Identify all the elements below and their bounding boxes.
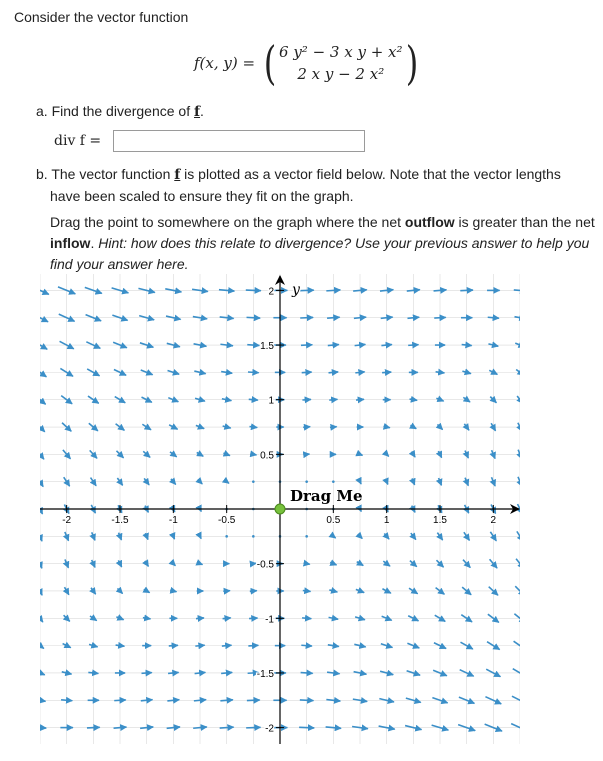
y-tick-label: 0.5 xyxy=(260,450,274,462)
field-arrow xyxy=(462,345,472,346)
x-tick-label: 2 xyxy=(490,515,497,526)
field-arrow xyxy=(326,290,340,291)
drag-me-label: Drag Me xyxy=(290,487,363,505)
part-b-question xyxy=(36,164,591,207)
field-arrow xyxy=(219,290,234,291)
field-arrow xyxy=(220,344,233,346)
right-paren: ) xyxy=(405,36,418,90)
formula-row-2: 2 x y − 2 x² xyxy=(297,65,385,83)
field-arrow xyxy=(328,345,339,346)
field-arrow xyxy=(352,726,368,728)
formula-matrix xyxy=(279,41,403,85)
field-arrow xyxy=(221,672,232,673)
field-arrow xyxy=(300,317,313,318)
field-arrow xyxy=(140,727,153,728)
field-arrow xyxy=(303,427,310,428)
field-arrow xyxy=(222,399,232,401)
field-arrow xyxy=(167,700,179,701)
y-tick-label: -2 xyxy=(265,723,274,735)
field-arrow xyxy=(199,534,201,539)
field-arrow xyxy=(434,317,446,318)
y-tick-label: -0.5 xyxy=(256,559,274,571)
field-point xyxy=(305,480,308,483)
field-arrow xyxy=(355,344,366,345)
field-arrow xyxy=(434,290,447,291)
field-arrow xyxy=(329,399,337,400)
field-arrow xyxy=(300,700,314,701)
y-tick-label: -1.5 xyxy=(256,668,274,680)
field-arrow xyxy=(410,399,418,400)
field-arrow xyxy=(116,645,125,646)
x-tick-label: 1 xyxy=(383,515,390,526)
field-arrow xyxy=(221,372,232,374)
field-arrow xyxy=(247,700,260,701)
field-arrow xyxy=(223,426,231,428)
field-arrow xyxy=(488,344,498,346)
field-arrow xyxy=(382,372,391,373)
field-arrow xyxy=(301,345,312,346)
field-arrow xyxy=(195,672,206,673)
field-point xyxy=(252,480,255,483)
field-arrow xyxy=(249,399,258,400)
field-arrow xyxy=(220,700,233,701)
vector-field-graph[interactable] xyxy=(40,274,520,744)
inflow-word: inflow xyxy=(50,235,91,251)
drag-point-group[interactable] xyxy=(275,487,363,514)
part-b-line1-suffix: is plotted as a vector field below. Note that the vector lengths xyxy=(180,166,561,182)
field-arrow xyxy=(197,563,202,565)
field-arrow xyxy=(299,290,313,291)
field-arrow xyxy=(330,427,337,428)
field-arrow xyxy=(381,345,392,346)
field-arrow xyxy=(381,317,393,318)
field-point xyxy=(305,535,308,538)
field-arrow xyxy=(356,399,364,400)
field-point xyxy=(332,480,335,483)
field-arrow xyxy=(249,618,257,619)
drag-text-1: Drag the point to somewhere on the graph where the net xyxy=(50,214,405,230)
field-arrow xyxy=(329,372,339,373)
part-b-line1-prefix: b. The vector function xyxy=(36,166,175,182)
field-arrow xyxy=(220,317,234,318)
field-arrow xyxy=(408,345,418,346)
part-a-prefix: a. Find the divergence of xyxy=(36,103,194,119)
field-arrow xyxy=(327,672,340,674)
field-arrow xyxy=(251,563,257,564)
x-tick-label: -1.5 xyxy=(111,515,129,526)
drag-point-handle[interactable] xyxy=(275,504,285,514)
vector-function-formula xyxy=(194,37,420,89)
drag-text-4: . xyxy=(90,235,99,251)
field-arrow xyxy=(248,645,258,646)
field-arrow xyxy=(193,727,207,728)
field-arrow xyxy=(223,618,231,619)
intro-text: Consider the vector function xyxy=(14,9,189,25)
x-tick-label: -0.5 xyxy=(218,515,236,526)
field-arrow xyxy=(222,645,232,646)
field-arrow xyxy=(143,618,151,619)
field-arrow xyxy=(141,700,153,701)
field-arrow xyxy=(304,454,310,455)
div-label: div f = xyxy=(54,133,102,149)
field-arrow xyxy=(304,563,310,564)
field-arrow xyxy=(299,727,314,728)
field-arrow xyxy=(194,700,206,701)
field-arrow xyxy=(248,372,259,373)
y-tick-label: 1 xyxy=(268,395,274,407)
field-arrow xyxy=(142,673,152,674)
hint-text: Hint: how does this relate to divergence? Use your previous answer to help you find your answer here. xyxy=(50,235,590,272)
field-arrow xyxy=(353,290,367,291)
drag-text-3: net xyxy=(575,214,595,230)
field-arrow xyxy=(87,727,100,728)
field-arrow xyxy=(386,479,388,485)
field-arrow xyxy=(247,345,259,346)
field-point xyxy=(225,535,228,538)
field-arrow xyxy=(329,590,337,592)
field-arrow xyxy=(167,727,180,728)
field-arrow xyxy=(169,645,178,646)
field-arrow xyxy=(488,317,499,318)
field-arrow xyxy=(192,289,208,291)
outflow-word: outflow xyxy=(404,214,455,230)
field-arrow xyxy=(327,317,340,318)
x-tick-label: -2 xyxy=(62,515,72,526)
field-arrow xyxy=(302,399,310,400)
formula-lhs: f(x, y) = xyxy=(194,54,256,72)
y-axis-label: y xyxy=(292,282,300,298)
formula-row-1: 6 y² − 3 x y + x² xyxy=(279,43,403,61)
part-b-line2: have been scaled to ensure they fit on the graph. xyxy=(50,188,354,204)
field-arrow xyxy=(357,453,362,455)
part-a-suffix: . xyxy=(200,103,204,119)
field-arrow xyxy=(355,372,364,373)
field-arrow xyxy=(246,290,261,291)
field-arrow xyxy=(326,727,341,728)
part-a-question xyxy=(36,103,204,120)
field-arrow xyxy=(359,479,361,484)
field-arrow xyxy=(407,290,420,291)
field-arrow xyxy=(460,290,473,291)
field-arrow xyxy=(250,454,256,455)
field-arrow xyxy=(40,727,46,728)
field-arrow xyxy=(354,317,366,318)
y-tick-label: 2 xyxy=(268,286,274,298)
field-arrow xyxy=(62,672,72,674)
x-tick-label: 0.5 xyxy=(326,515,341,526)
left-paren: ( xyxy=(263,36,277,90)
field-arrow xyxy=(514,290,520,291)
field-point xyxy=(252,535,255,538)
field-arrow xyxy=(407,317,419,318)
divergence-row xyxy=(54,130,365,152)
field-arrow xyxy=(250,591,257,592)
field-arrow xyxy=(326,700,340,701)
field-arrow xyxy=(301,645,312,646)
y-tick-label: 1.5 xyxy=(260,341,274,353)
field-arrow xyxy=(114,727,127,728)
field-arrow xyxy=(302,372,312,373)
field-arrow xyxy=(383,426,389,427)
field-arrow xyxy=(329,617,339,619)
field-arrow xyxy=(436,372,445,373)
field-arrow xyxy=(220,727,234,728)
vector-f-symbol: f xyxy=(194,104,201,120)
field-arrow xyxy=(303,590,311,591)
field-arrow xyxy=(114,700,126,701)
field-arrow xyxy=(61,700,72,701)
field-arrow xyxy=(172,534,174,540)
y-tick-label: -1 xyxy=(265,614,274,626)
field-arrow xyxy=(247,317,261,318)
drag-text-2: is greater than the xyxy=(454,214,572,230)
field-arrow xyxy=(223,591,230,592)
x-tick-label: -1 xyxy=(168,515,178,526)
vector-f-symbol-b: f xyxy=(174,167,181,183)
field-arrow xyxy=(246,727,260,728)
x-tick-label: 1.5 xyxy=(433,515,447,526)
field-arrow xyxy=(249,427,257,428)
field-arrow xyxy=(196,618,204,619)
field-arrow xyxy=(380,290,393,291)
field-arrow xyxy=(168,672,179,673)
field-arrow xyxy=(170,590,176,591)
drag-instructions xyxy=(50,212,595,275)
field-arrow xyxy=(328,645,339,647)
field-arrow xyxy=(195,645,204,646)
divergence-answer-input[interactable] xyxy=(113,130,365,152)
field-arrow xyxy=(302,618,311,619)
field-arrow xyxy=(301,673,313,674)
field-arrow xyxy=(88,672,98,673)
